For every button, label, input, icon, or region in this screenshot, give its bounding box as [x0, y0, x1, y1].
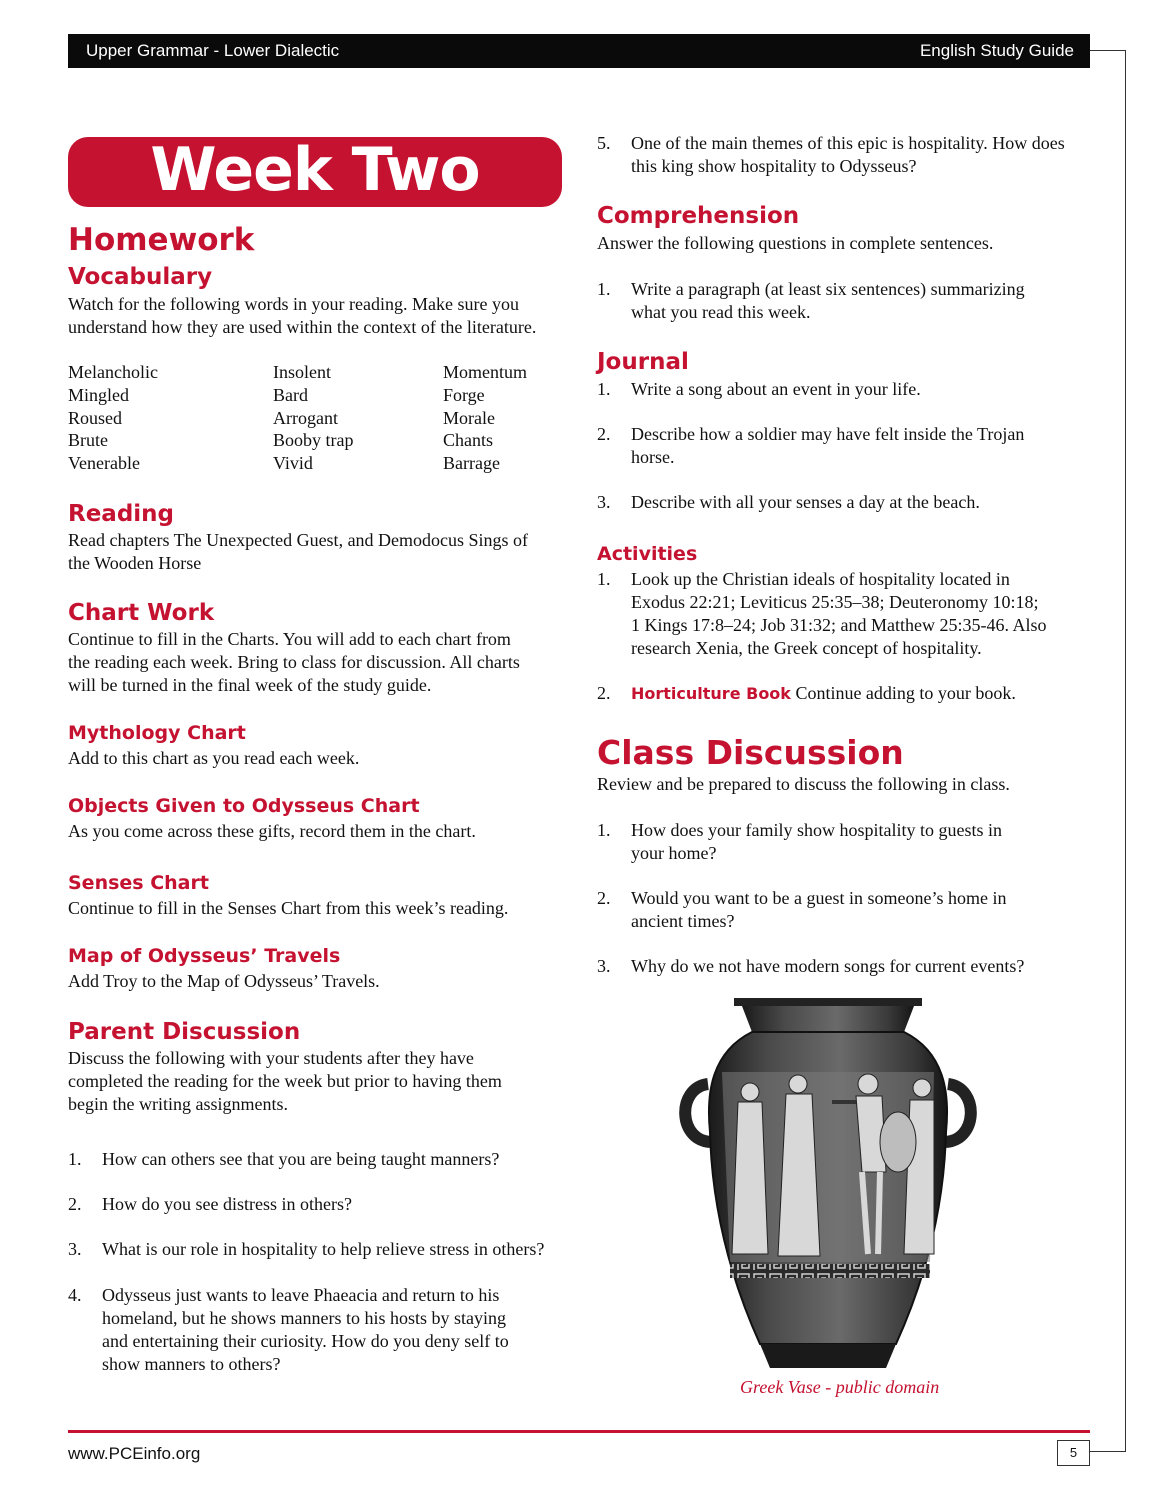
chart-work-line-2: the reading each week. Bring to class for discussion. All charts [68, 652, 520, 672]
activity-line: Look up the Christian ideals of hospitality located in [631, 569, 1010, 589]
vocab-word: Morale [443, 407, 495, 428]
parent-discussion-intro-line-1: Discuss the following with your students after they have [68, 1048, 474, 1068]
reading-text [68, 529, 528, 575]
journal-heading: Journal [597, 349, 689, 375]
comprehension-question-1 [631, 278, 1025, 324]
vocab-word: Insolent [273, 362, 331, 382]
mythology-chart-text: Add to this chart as you read each week. [68, 748, 360, 768]
homework-heading: Homework [68, 222, 255, 258]
question-line: How does your family show hospitality to guests in [631, 820, 1002, 840]
parent-question-1: How can others see that you are being taught manners? [102, 1149, 500, 1169]
question-line: and entertaining their curiosity. How do you deny self to [102, 1331, 509, 1351]
vocabulary-intro-line-2: understand how they are used within the context of the literature. [68, 317, 537, 337]
vocabulary-intro [68, 293, 536, 339]
parent-discussion-intro-line-2: completed the reading for the week but prior to having them [68, 1071, 502, 1091]
vocab-word: Melancholic [68, 362, 158, 382]
list-number: 5. [597, 133, 611, 153]
chart-work-line-1: Continue to fill in the Charts. You will add to each chart from [68, 629, 511, 649]
activity-line: Exodus 22:21; Leviticus 25:35–38; Deuteronomy 10:18; [631, 592, 1039, 612]
activity-1 [631, 568, 1047, 660]
question-line: horse. [631, 447, 675, 467]
vase-caption: Greek Vase - public domain [740, 1377, 940, 1397]
reading-line-1: Read chapters The Unexpected Guest, and Demodocus Sings of [68, 530, 529, 550]
parent-discussion-heading: Parent Discussion [68, 1019, 301, 1045]
vocab-word: Chants [443, 430, 494, 451]
question-line: Write a paragraph (at least six sentences) summarizing [631, 279, 1025, 299]
activity-2-text: Continue adding to your book. [790, 683, 1016, 703]
vocab-word: Venerable [68, 453, 140, 474]
list-number: 2. [597, 424, 611, 444]
list-number: 1. [597, 820, 611, 840]
question-line: show manners to others? [102, 1354, 281, 1374]
activity-line: 1 Kings 17:8–24; Job 31:32; and Matthew 25:35-46. Also [631, 615, 1047, 635]
vocab-word: Booby trap [273, 430, 354, 451]
list-number: 2. [597, 683, 611, 703]
comprehension-intro: Answer the following questions in complete sentences. [597, 233, 994, 253]
horticulture-book-label: Horticulture Book [631, 684, 791, 703]
header-course-level: Upper Grammar - Lower Dialectic [86, 41, 340, 60]
header-guide-title: English Study Guide [919, 41, 1074, 60]
vocab-word: Roused [68, 407, 122, 428]
vocab-word: Bard [273, 384, 308, 405]
map-text: Add Troy to the Map of Odysseus’ Travels. [68, 971, 380, 991]
week-title: Week Two [150, 135, 480, 205]
list-number: 4. [68, 1285, 82, 1305]
frame-bottom-connector [1090, 1451, 1126, 1452]
frame-right-rule [1125, 50, 1126, 1451]
question-line: ancient times? [631, 911, 735, 931]
vocab-word: Vivid [273, 453, 313, 474]
week-title-banner [68, 137, 562, 207]
question-line: your home? [631, 843, 717, 863]
activity-line: research Xenia, the Greek concept of hospitality. [631, 638, 982, 658]
list-number: 2. [68, 1194, 82, 1214]
question-line: Would you want to be a guest in someone’s home in [631, 888, 1007, 908]
objects-chart-heading: Objects Given to Odysseus Chart [68, 795, 420, 817]
journal-prompt-2 [631, 423, 1024, 469]
list-number: 1. [68, 1149, 82, 1169]
footer-website-link[interactable]: www.PCEinfo.org [68, 1444, 201, 1463]
list-number: 2. [597, 888, 611, 908]
vocab-word: Momentum [443, 362, 527, 382]
footer-rule [68, 1430, 1090, 1433]
class-question-3: Why do we not have modern songs for current events? [631, 956, 1025, 976]
map-heading: Map of Odysseus’ Travels [68, 945, 341, 967]
list-number: 3. [68, 1239, 82, 1259]
vocab-column-2 [273, 361, 354, 475]
journal-prompt-1: Write a song about an event in your life. [631, 379, 921, 399]
vocab-column-3 [443, 361, 527, 475]
question-line: One of the main themes of this epic is hospitality. How does [631, 133, 1065, 153]
journal-prompt-3: Describe with all your senses a day at the beach. [631, 492, 980, 512]
chart-work-line-3: will be turned in the final week of the study guide. [68, 675, 432, 695]
frame-top-connector [1090, 50, 1126, 51]
list-number: 3. [597, 492, 611, 512]
mythology-chart-heading: Mythology Chart [68, 722, 246, 744]
class-question-1 [631, 819, 1002, 865]
senses-chart-text: Continue to fill in the Senses Chart from this week’s reading. [68, 898, 509, 918]
class-discussion-intro: Review and be prepared to discuss the following in class. [597, 774, 1010, 794]
parent-discussion-intro-line-3: begin the writing assignments. [68, 1094, 288, 1114]
question-line: this king show hospitality to Odysseus? [631, 156, 917, 176]
list-number: 3. [597, 956, 611, 976]
question-line: what you read this week. [631, 302, 811, 322]
activities-heading: Activities [597, 543, 698, 565]
objects-chart-text: As you come across these gifts, record them in the chart. [68, 821, 476, 841]
activity-2 [631, 682, 1016, 705]
question-line: homeland, but he shows manners to his hosts by staying [102, 1308, 506, 1328]
chart-work-heading: Chart Work [68, 600, 215, 626]
senses-chart-heading: Senses Chart [68, 872, 209, 894]
vocabulary-intro-line-1: Watch for the following words in your reading. Make sure you [68, 294, 519, 314]
list-number: 1. [597, 569, 611, 589]
vocab-word: Brute [68, 430, 108, 451]
parent-question-4 [102, 1284, 509, 1376]
question-line: Describe how a soldier may have felt inside the Trojan [631, 424, 1025, 444]
vocab-word: Forge [443, 384, 485, 405]
question-5 [631, 132, 1065, 178]
vocab-word: Barrage [443, 453, 500, 474]
page-header [68, 34, 1090, 68]
page-number: 5 [1057, 1440, 1090, 1466]
vocabulary-heading: Vocabulary [68, 264, 213, 290]
parent-question-2: How do you see distress in others? [102, 1194, 352, 1214]
vocab-word: Mingled [68, 384, 129, 405]
chart-work-text [68, 628, 520, 697]
question-line: Odysseus just wants to leave Phaeacia and return to his [102, 1285, 500, 1305]
list-number: 1. [597, 379, 611, 399]
class-question-2 [631, 887, 1007, 933]
parent-question-3: What is our role in hospitality to help relieve stress in others? [102, 1239, 545, 1259]
class-discussion-heading: Class Discussion [597, 733, 904, 772]
parent-discussion-intro [68, 1047, 502, 1116]
greek-vase-image [672, 992, 984, 1370]
vocab-word: Arrogant [273, 407, 338, 428]
reading-line-2: the Wooden Horse [68, 553, 202, 573]
list-number: 1. [597, 279, 611, 299]
reading-heading: Reading [68, 501, 175, 527]
vocab-column-1 [68, 361, 158, 475]
comprehension-heading: Comprehension [597, 203, 800, 229]
